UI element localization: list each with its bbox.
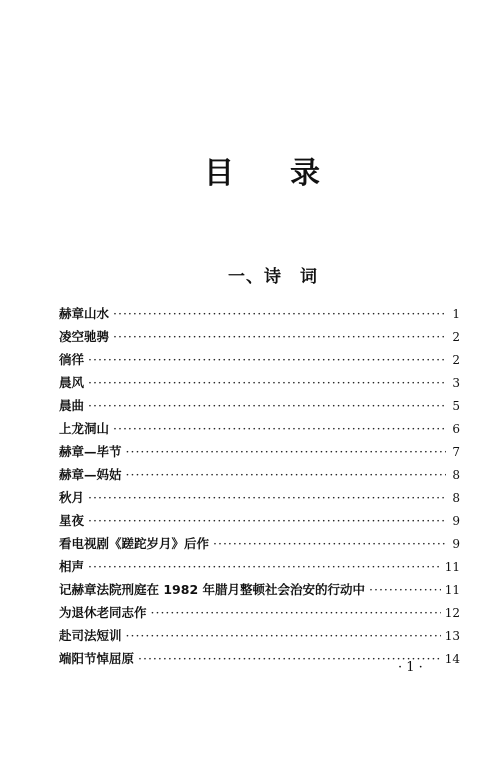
toc-entry [59,440,460,463]
dot-leader [126,440,446,463]
toc-entry-title: 星夜 [59,513,85,528]
toc-entry-title: 看电视剧《蹉跎岁月》后作 [59,536,210,551]
toc-entry-page: 14 [444,652,460,666]
dot-leader [213,532,446,555]
toc-entry [59,624,460,647]
toc-entry [59,325,460,348]
toc-entry [59,348,460,371]
dot-leader [88,509,446,532]
toc-entry [59,601,460,624]
toc-entry [59,463,460,486]
dot-leader [88,348,446,371]
toc-entry-page: 11 [444,560,460,574]
toc-entry-page: 8 [452,491,460,505]
page-number: · 1 · [398,660,423,675]
toc-entry-page: 8 [452,468,460,482]
toc-entry-page: 1 [452,307,460,321]
toc-entry-title: 相声 [59,559,85,574]
toc-entry-page: 13 [444,629,460,643]
toc-entry-page: 2 [452,353,460,367]
dot-leader [126,624,441,647]
toc-entry [59,532,460,555]
dot-leader [88,486,446,509]
dot-leader [88,371,446,394]
toc-entry-title: 记赫章法院刑庭在 1982 年腊月整顿社会治安的行动中 [59,582,365,597]
toc-entry-title: 赫章—毕节 [59,444,122,459]
toc-entry [59,394,460,417]
dot-leader [126,463,446,486]
toc-entry-page: 6 [452,422,460,436]
toc-entry-page: 11 [444,583,460,597]
dot-leader [151,601,441,624]
dot-leader [113,302,446,325]
page-title-char-1: 目 [204,156,234,191]
toc-entry-title: 赫章山水 [59,306,110,321]
toc-entry [59,417,460,440]
toc-entry-title: 晨曲 [59,398,85,413]
dot-leader [113,325,446,348]
toc-entry [59,486,460,509]
toc-entry-title: 端阳节悼屈原 [59,651,135,666]
dot-leader [369,578,441,601]
dot-leader [138,647,441,670]
toc-entry [59,509,460,532]
toc-entry-page: 2 [452,330,460,344]
toc-entry-page: 9 [452,514,460,528]
toc-entry-page: 7 [452,445,460,459]
toc-entry-title: 晨风 [59,375,85,390]
dot-leader [88,394,446,417]
toc-entry-page: 9 [452,537,460,551]
toc-entry [59,555,460,578]
toc-entry [59,578,460,601]
dot-leader [88,555,441,578]
toc-entry-title: 赫章—妈姑 [59,467,122,482]
page-title [0,148,504,191]
toc-list [59,302,460,670]
page-title-char-2: 录 [290,156,320,191]
toc-entry-page: 3 [452,376,460,390]
toc-entry-title: 赴司法短训 [59,628,122,643]
toc-entry-title: 为退休老同志作 [59,605,147,620]
toc-entry [59,371,460,394]
toc-entry-title: 徜徉 [59,352,85,367]
toc-entry-title: 秋月 [59,490,85,505]
toc-entry-title: 上龙洞山 [59,421,110,436]
section-heading: 一、诗 词 [228,267,318,287]
toc-entry-page: 12 [444,606,460,620]
toc-entry-page: 5 [452,399,460,413]
toc-entry-title: 凌空驰骋 [59,329,110,344]
dot-leader [113,417,446,440]
toc-entry [59,302,460,325]
